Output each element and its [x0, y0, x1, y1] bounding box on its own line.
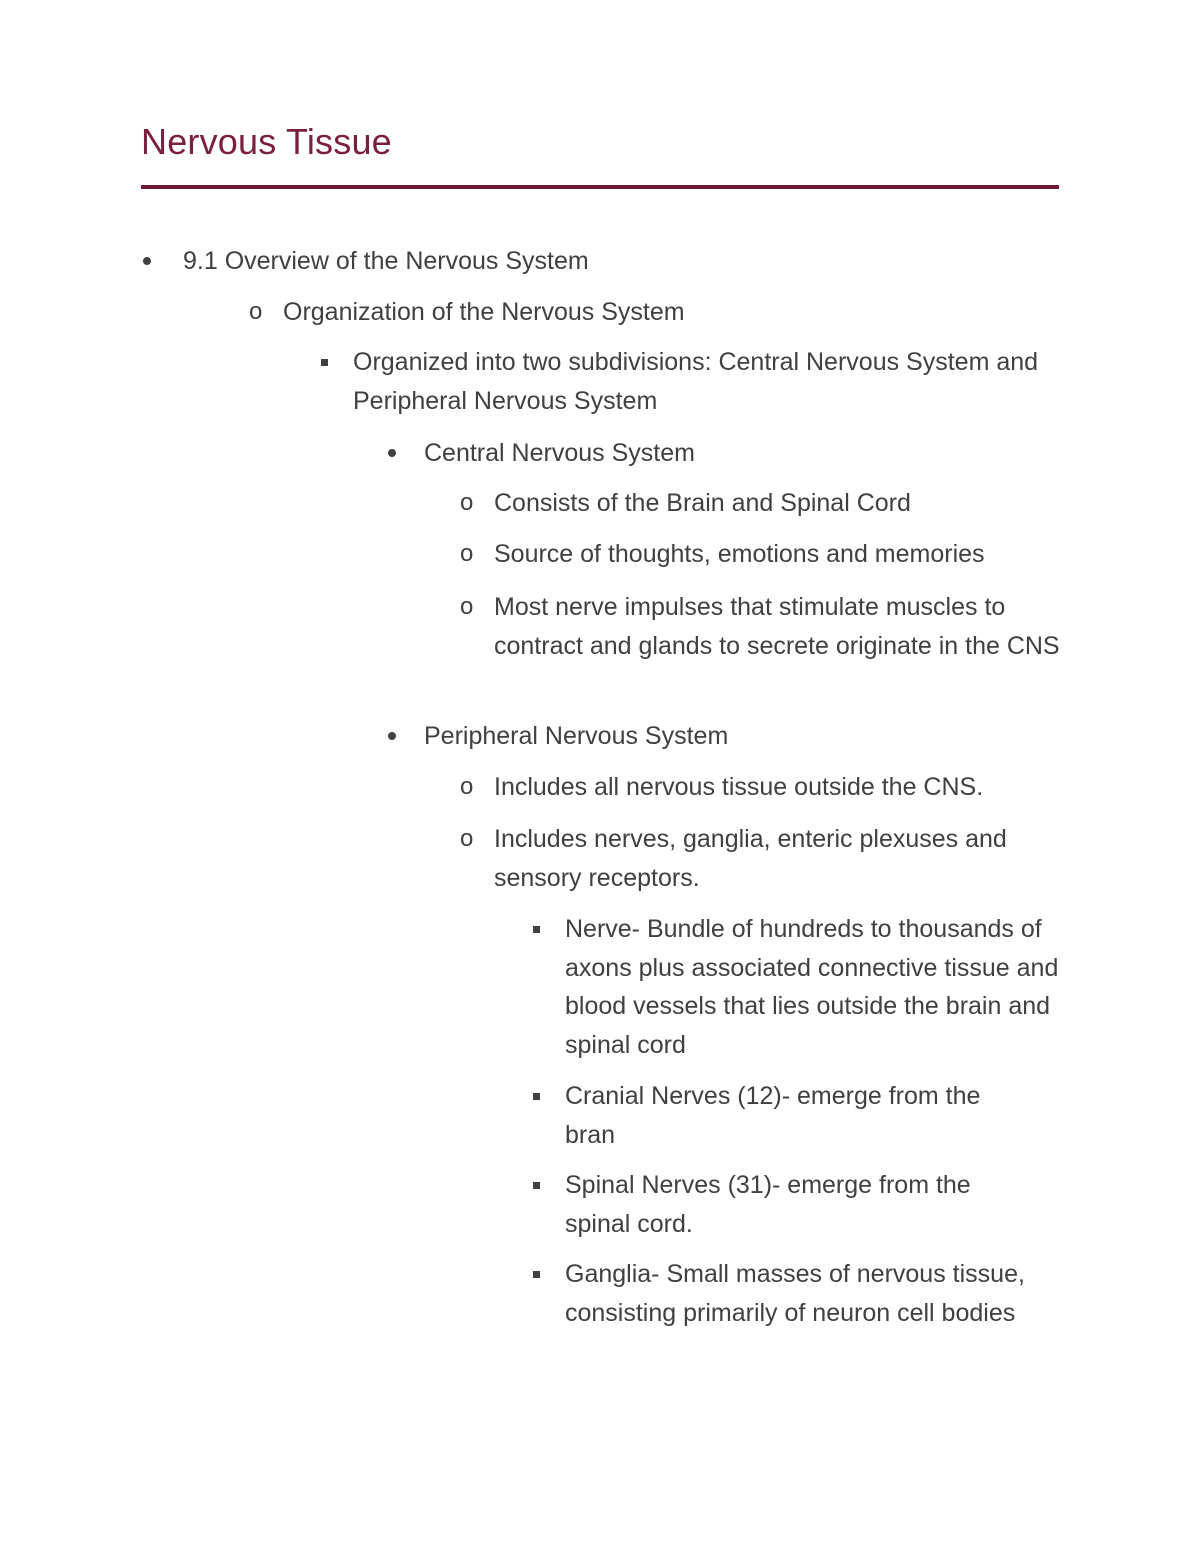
outline-item-text: Includes all nervous tissue outside the CNS. [494, 773, 984, 801]
outline-item-text: Ganglia- Small masses of nervous tissue, consisting primarily of neuron cell bodies [565, 1260, 1025, 1327]
page-title: Nervous Tissue [141, 121, 392, 162]
bullet-circle-icon: o [249, 298, 263, 325]
bullet-square-icon [533, 1255, 540, 1294]
outline-item-cns-source [460, 535, 1064, 574]
outline-item-pns-includes [460, 820, 1054, 897]
outline-item-text: Spinal Nerves (31)- emerge from the spinal cord. [565, 1171, 971, 1238]
outline-item-pns [424, 717, 1054, 756]
outline-item-text: Source of thoughts, emotions and memories [494, 540, 985, 568]
outline-item-text: Cranial Nerves (12)- emerge from the bran [565, 1082, 981, 1149]
outline-item-text: 9.1 Overview of the Nervous System [183, 247, 589, 275]
outline-item-cns-consists [460, 484, 1064, 523]
bullet-square-icon [321, 343, 328, 382]
outline-item-cns-impulses [460, 588, 1064, 665]
outline-item-text: Consists of the Brain and Spinal Cord [494, 489, 911, 517]
outline-item-text: Most nerve impulses that stimulate muscles to contract and glands to secrete originate in the CNS [494, 593, 1060, 660]
bullet-circle-icon: o [460, 540, 474, 567]
bullet-square-icon [533, 1166, 540, 1205]
title-divider [141, 185, 1059, 189]
outline-item-ganglia [565, 1255, 1075, 1332]
bullet-circle-icon: o [460, 593, 474, 620]
bullet-circle-icon: o [460, 773, 474, 800]
bullet-disc-icon [143, 242, 151, 281]
bullet-square-icon [533, 910, 540, 949]
bullet-disc-icon [388, 717, 396, 756]
outline-item-overview [183, 242, 1063, 281]
outline-item-cns [424, 434, 1054, 473]
outline-item-subdivisions [353, 343, 1053, 420]
bullet-square-icon [533, 1077, 540, 1116]
outline-item-text: Central Nervous System [424, 439, 695, 467]
outline-item-cranial [565, 1077, 1035, 1154]
outline-item-text: Nerve- Bundle of hundreds to thousands of axons plus associated connective tissue and blood vessels that lies outside the brain and spinal cord [565, 915, 1059, 1059]
bullet-disc-icon [388, 434, 396, 473]
bullet-circle-icon: o [460, 489, 474, 516]
outline-item-text: Includes nerves, ganglia, enteric plexuses and sensory receptors. [494, 825, 1007, 892]
outline-item-organization [249, 293, 1063, 332]
outline-item-text: Peripheral Nervous System [424, 722, 729, 750]
bullet-circle-icon: o [460, 825, 474, 852]
outline-item-text: Organized into two subdivisions: Central Nervous System and Peripheral Nervous System [353, 348, 1039, 415]
outline-item-pns-outside [460, 768, 1064, 807]
outline-item-spinal [565, 1166, 1035, 1243]
outline-item-text: Organization of the Nervous System [283, 298, 685, 326]
outline-item-nerve [565, 910, 1065, 1064]
